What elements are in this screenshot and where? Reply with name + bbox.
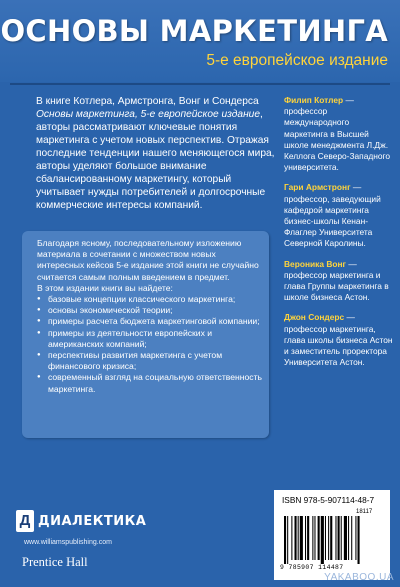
intro-text-1: В книге Котлера, Армстронга, Вонг и Сондерса xyxy=(36,96,259,107)
author-desc: — профессор международного маркетинга в Высшей школе менеджмента Л.Дж. Келлога Северо-Западного университета. xyxy=(284,95,391,173)
publisher-logo-icon: Д xyxy=(16,510,34,532)
features-text xyxy=(37,238,265,395)
barcode-bar xyxy=(287,516,288,564)
barcode-bar xyxy=(314,516,315,560)
barcode-bar xyxy=(344,516,347,560)
barcode-icon xyxy=(282,508,382,564)
barcode-area xyxy=(274,490,390,580)
author-desc: — профессор маркетинга и глава Группы маркетинга в школе бизнеса Астон. xyxy=(284,258,389,303)
barcode-bar xyxy=(328,516,329,560)
watermark: YAKABOO.UA xyxy=(324,572,394,583)
list-item: ● перспективы развития маркетинга с учетом финансового кризиса; xyxy=(37,350,265,372)
author-desc: — профессор маркетинга, глава школы бизнеса Астон и заместитель проректора Университета Астон. xyxy=(284,312,393,368)
list-item: ● примеры расчета бюджета маркетинговой компании; xyxy=(37,316,265,327)
barcode-bar xyxy=(307,516,309,560)
barcode-bar xyxy=(355,516,356,560)
barcode-bar xyxy=(298,516,299,560)
authors-column xyxy=(284,95,394,377)
author-entry xyxy=(284,259,394,304)
intro-italic-title: Основы маркетинга, 5-е европейское издание xyxy=(36,109,261,120)
author-entry xyxy=(284,95,394,173)
cover-header xyxy=(0,0,400,82)
barcode-bar xyxy=(358,516,360,564)
panel-lead: Благодаря ясному, последовательному изложению материала в сочетании с множеством новых интересных кейсов 5-е издание этой книги не случайно считается самым полным введением в предмет. xyxy=(37,238,259,282)
barcode-bar xyxy=(312,516,313,560)
list-item: ● примеры из деятельности европейских и американских компаний; xyxy=(37,328,265,350)
barcode-bar xyxy=(341,516,342,560)
barcode-bar xyxy=(325,516,326,560)
barcode-bar xyxy=(284,516,286,564)
barcode-bar xyxy=(305,516,306,560)
feature-list xyxy=(37,294,265,395)
imprint-name: Prentice Hall xyxy=(22,555,88,569)
barcode-bar xyxy=(330,516,332,560)
divider xyxy=(10,83,390,85)
author-entry xyxy=(284,312,394,368)
barcode-small-number: 18117 xyxy=(356,509,373,515)
publisher-url: www.williamspublishing.com xyxy=(24,539,112,546)
intro-text-2: , авторы рассматривают ключевые понятия маркетинга с учетом новых перспектив. Отражая последние тенденции нашего меняющегося мира, авторы уделяют большое внимание сбалансированному маркетингу, который учитывает нужды потребителей и долгосрочные коммерческие интересы компаний. xyxy=(36,109,275,211)
edition-subtitle: 5-е европейское издание xyxy=(206,52,388,69)
intro-paragraph xyxy=(36,95,276,212)
barcode-bar xyxy=(338,516,340,560)
author-entry xyxy=(284,182,394,249)
barcode-bar xyxy=(300,516,303,560)
list-item: ● современный взгляд на социальную ответственность маркетинга. xyxy=(37,372,265,394)
barcode-bar xyxy=(295,516,297,560)
barcode-bar xyxy=(348,516,349,560)
publisher-logo xyxy=(16,510,146,532)
barcode-bar xyxy=(318,516,320,560)
author-desc: — профессор, заведующий кафедрой маркетинга бизнес-школы Кенан-Флаглер Университета Северной Каролины. xyxy=(284,182,381,249)
author-name: Филип Котлер xyxy=(284,95,344,105)
barcode-bar xyxy=(291,516,292,560)
barcode-digits: 9 785907 114487 xyxy=(280,564,344,571)
author-name: Гари Армстронг xyxy=(284,182,351,193)
barcode-bar xyxy=(335,516,336,560)
author-name: Джон Сондерс xyxy=(284,312,345,323)
publisher-name: ДИАЛЕКТИКА xyxy=(38,513,147,529)
barcode-bar xyxy=(321,516,324,564)
author-name: Вероника Вонг xyxy=(284,258,347,269)
barcode-bar xyxy=(351,516,352,560)
panel-list-intro: В этом издании книги вы найдете: xyxy=(37,282,173,293)
list-item: ● основы экономической теории; xyxy=(37,305,265,316)
list-item: ● базовые концепции классического маркетинга; xyxy=(37,294,265,305)
isbn-text: ISBN 978-5-907114-48-7 xyxy=(282,495,375,505)
book-title: ОСНОВЫ МАРКЕТИНГА xyxy=(0,14,388,48)
